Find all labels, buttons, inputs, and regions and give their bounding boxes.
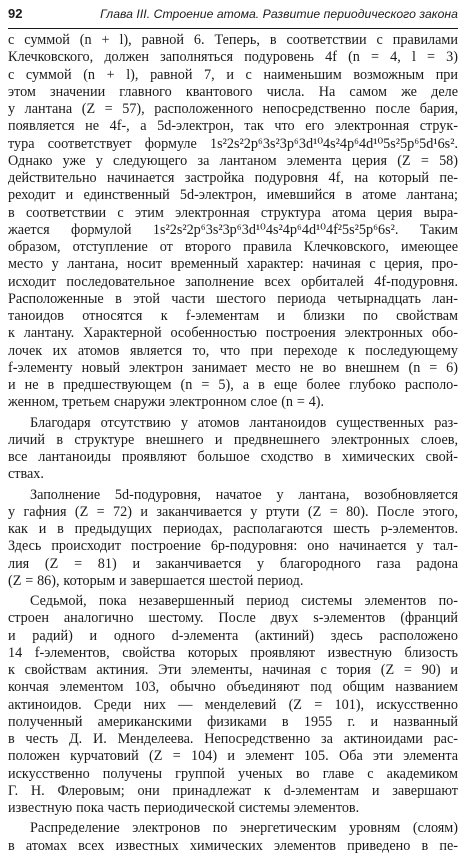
- page-header: [8, 6, 458, 29]
- paragraph: [8, 820, 458, 855]
- paragraph: [8, 593, 458, 817]
- running-head: Глава III. Строение атома. Развитие периодического закона: [100, 7, 458, 21]
- text-line: появляется не 4f-, а 5d-электрон, так что его электронная струк-: [8, 118, 458, 135]
- text-line: и радий) и одного d-элемента (актиний) здесь расположено: [8, 627, 458, 644]
- text-line: как и в предыдущих периодах, располагаются шесть p-элементов.: [8, 521, 458, 537]
- page-number: 92: [8, 6, 23, 21]
- text-line: к свойствам актиния. Эти элементы, начиная с тория (Z = 90) и: [8, 662, 458, 678]
- text-line: в атомах всех известных химических элементов приведено в пе-: [8, 837, 458, 854]
- text-line: Седьмой, пока незавершенный период системы элементов по-: [30, 593, 458, 609]
- text-line: у гафния (Z = 72) и заканчивается у ртути (Z = 80). После этого,: [8, 503, 458, 520]
- paragraph: [8, 487, 458, 591]
- text-line: реходит и единственный 5d-электрон, имевшийся в атоме лантана;: [8, 187, 458, 204]
- text-line: и не в предшествующем (n = 5), а в еще более глубоко располо-: [8, 377, 458, 393]
- text-line: положен курчатовий (Z = 104) и элемент 105. Оба эти элемента: [8, 748, 458, 765]
- text-line: все лантаноиды проявляют большое сходство в химических свой-: [8, 449, 458, 465]
- text-line: с суммой (n + l), равной 7, и с наименьшим возможным при: [8, 66, 458, 83]
- text-line: в соответствии с этим электронная структура атома церия выра-: [8, 204, 458, 221]
- text-line: полученный американскими физиками в 1955 г. и названный: [8, 713, 458, 730]
- text-line: жается формулой 1s²2s²2p⁶3s²3p⁶3d¹⁰4s²4p⁶4d¹⁰4f²5s²5p⁶6s². Таким: [8, 221, 458, 238]
- text-line: (Z = 86), которым и завершается шестой период.: [8, 572, 304, 589]
- text-line: актиноидов. Среди них — менделевий (Z = 101), искусственно: [8, 696, 458, 713]
- text-line: 14 f-элементов, свойства которых проявляют известную близость: [8, 644, 458, 661]
- paragraph: [8, 415, 458, 484]
- text-line: лия (Z = 81) и заканчивается у благородного газа радона: [8, 555, 458, 572]
- text-line: к лантану. Характерной особенностью построения электронных обо-: [8, 325, 458, 342]
- text-line: образом, отступление от второго правила Клечковского, имеющее: [8, 239, 458, 255]
- text-line: Г. Н. Флеровым; они принадлежат к d-элементам и завершают: [8, 782, 458, 799]
- body-text: [8, 32, 458, 855]
- text-line: лочек их атомов является то, что при переходе к последующему: [8, 342, 458, 359]
- text-line: ствах.: [8, 466, 44, 483]
- text-line: Распределение электронов по энергетическим уровням (слоям): [30, 820, 458, 837]
- text-line: кончая элементом 103, обычно объединяют под общим названием: [8, 679, 458, 696]
- text-line: Клечковского, должен заполняться подуровень 4f (n = 4, l = 3): [8, 49, 458, 66]
- text-line: этом значении главного квантового числа. На самом же деле: [8, 83, 458, 100]
- text-line: женном, третьем снаружи электронном слое (n = 4).: [8, 394, 325, 411]
- text-line: место у лантана, носит временный характер: начиная с церия, про-: [8, 256, 458, 273]
- text-line: действительно начинается застройка подуровня 4f, на который пе-: [8, 170, 458, 186]
- text-line: с суммой (n + l), равной 6. Теперь, в соответствии с правилами: [8, 32, 458, 48]
- text-line: f-элементу новый электрон занимает место не во внешнем (n = 6): [8, 359, 458, 376]
- text-line: Здесь происходит построение 6p-подуровня: оно начинается у тал-: [8, 538, 458, 555]
- text-line: исходит последовательное заполнение всех орбиталей 4f-подуровня.: [8, 273, 458, 290]
- text-line: Однако уже у следующего за лантаном элемента церия (Z = 58): [8, 152, 458, 169]
- text-line: тура соответствует формуле 1s²2s²2p⁶3s²3p⁶3d¹⁰4s²4p⁶4d¹⁰5s²5p⁶5d¹6s².: [8, 135, 458, 152]
- text-line: Благодаря отсутствию у атомов лантаноидов существенных раз-: [30, 414, 458, 431]
- text-line: таноидов относятся к f-элементам и близки по свойствам: [8, 308, 458, 324]
- paragraph: [8, 32, 458, 412]
- text-line: Заполнение 5d-подуровня, начатое у лантана, возобновляется: [30, 486, 458, 503]
- text-line: у лантана (Z = 57), расположенного непосредственно после бария,: [8, 101, 458, 117]
- text-line: Расположенные в этой части шестого периода четырнадцать лан-: [8, 290, 458, 307]
- text-line: строен аналогично шестому. После двух s-элементов (франций: [8, 610, 458, 627]
- text-line: личий в структуре внешнего и предвнешнего электронных слоев,: [8, 431, 458, 448]
- text-line: известную пока часть периодической системы элементов.: [8, 800, 360, 816]
- text-line: искусственно получены группой ученых во главе с академиком: [8, 765, 458, 782]
- text-line: в честь Д. И. Менделеева. Непосредственно за актиноидами рас-: [8, 731, 458, 747]
